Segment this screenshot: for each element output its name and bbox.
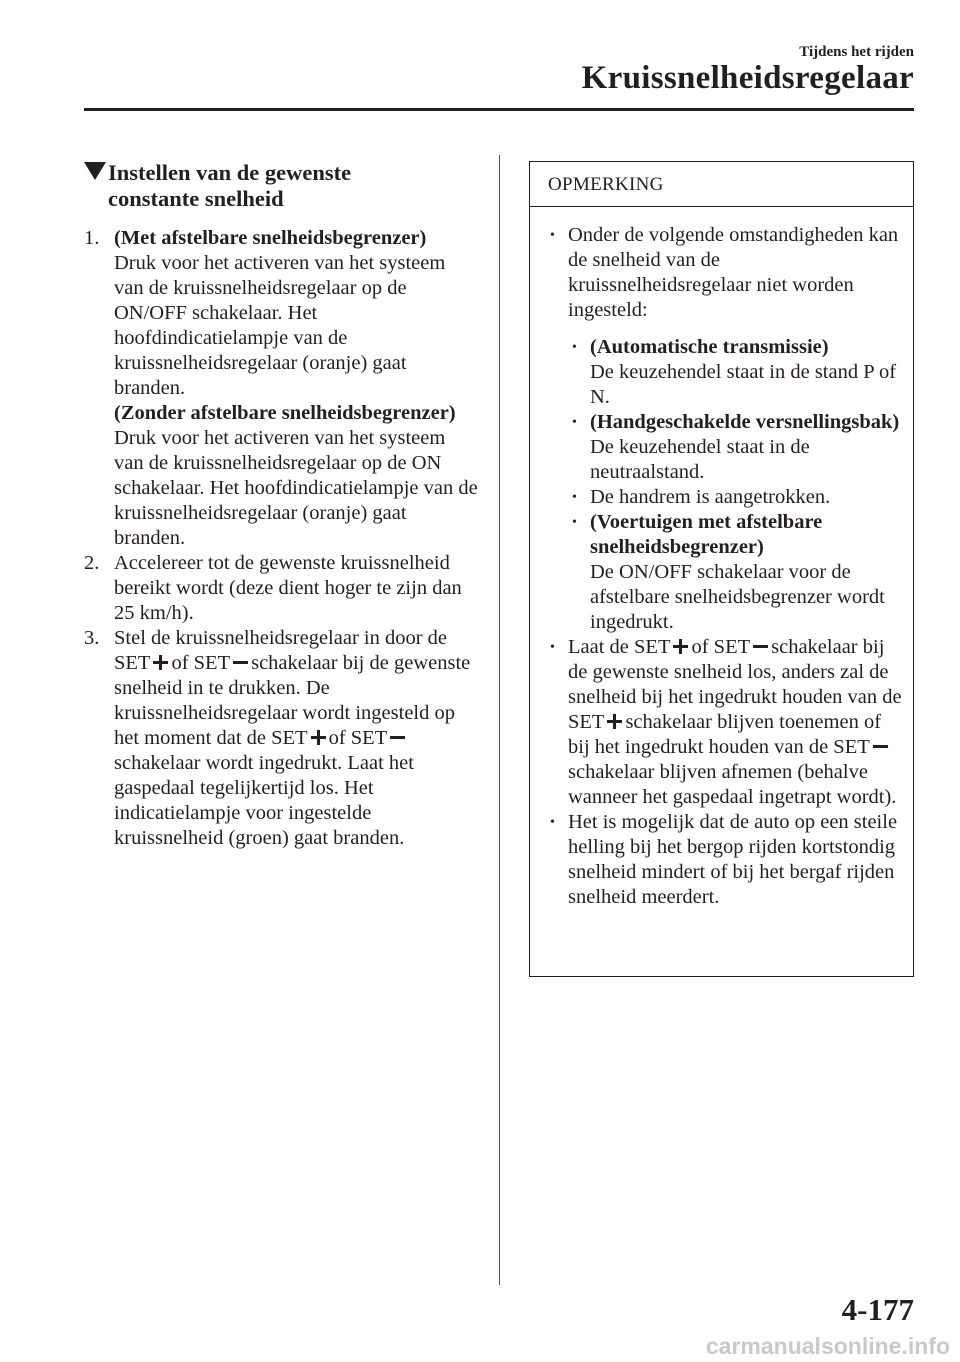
page-number: 4-177 — [841, 1292, 914, 1327]
minus-icon — [753, 639, 768, 654]
column-divider — [499, 155, 500, 1285]
minus-icon — [873, 739, 888, 754]
text-run: of SET — [691, 636, 751, 658]
text-run: Laat de SET — [568, 636, 671, 658]
step-1-condition-b: (Zonder afstelbare snelheidsbegrenzer) — [114, 402, 456, 424]
note-bullet — [544, 223, 903, 323]
plus-icon — [673, 639, 688, 654]
step-1-text-b: Druk voor het activeren van het systeem van de kruissnelheidsregelaar op de ON schakelaar. Het hoofdindicatielampje van de kruissnelheidsregelaar (oranje) gaat branden. — [114, 427, 478, 549]
sub-bullet-text: De ON/OFF schakelaar voor de afstelbare snelheidsbegrenzer wordt ingedrukt. — [590, 561, 885, 633]
note-bullet-text: Het is mogelijk dat de auto op een steile helling bij het bergop rijden kortstondig snelheid mindert of bij het bergaf rijden snelheid meerdert. — [568, 811, 898, 908]
bullet-icon: • — [550, 640, 555, 655]
note-bullet-text: Onder de volgende omstandigheden kan de snelheid van de kruissnelheidsregelaar niet worden ingesteld: — [568, 224, 899, 321]
step-3-text — [114, 626, 479, 851]
text-run: schakelaar bij de gewenste snelheid in te drukken. De kruissnelheidsregelaar wordt ingesteld op het moment dat de SET — [114, 652, 471, 749]
note-bullet — [544, 635, 903, 810]
text-run: schakelaar bij de gewenste snelheid los, anders zal de snelheid bij het ingedrukt houden van de SET — [568, 636, 902, 733]
step-1 — [84, 226, 479, 551]
bullet-icon: • — [572, 515, 577, 530]
sub-bullet-condition: (Automatische transmissie) — [590, 336, 829, 358]
text-run: of SET — [171, 652, 231, 674]
bullet-icon: • — [550, 228, 555, 243]
triangle-marker-icon — [84, 162, 106, 180]
spacer — [544, 323, 903, 335]
section-heading-line2: constante snelheid — [108, 186, 284, 211]
header-section-label: Tijdens het rijden — [799, 44, 914, 60]
text-run: schakelaar blijven afnemen (behalve wanneer het gaspedaal ingetrapt wordt). — [568, 761, 897, 808]
text-run: schakelaar blijven toenemen of bij het ingedrukt houden van de SET — [568, 711, 882, 758]
step-1-text-a: Druk voor het activeren van het systeem van de kruissnelheidsregelaar op de ON/OFF schakelaar. Het hoofdindicatielampje van de kruissnelheidsregelaar (oranje) gaat branden. — [114, 252, 446, 399]
plus-icon — [153, 655, 168, 670]
page-header-title: Kruissnelheidsregelaar — [581, 60, 914, 96]
note-title: OPMERKING — [548, 174, 664, 195]
note-sub-bullet — [544, 335, 903, 410]
text-run: of SET — [328, 727, 388, 749]
note-bullet — [544, 810, 903, 910]
step-1-condition-a: (Met afstelbare snelheidsbegrenzer) — [114, 227, 427, 249]
sub-bullet-condition: (Voertuigen met afstelbare snelheidsbegrenzer) — [590, 511, 823, 558]
minus-icon — [233, 655, 248, 670]
sub-bullet-text: De keuzehendel staat in de stand P of N. — [590, 361, 897, 408]
plus-icon — [607, 714, 622, 729]
bullet-icon: • — [572, 415, 577, 430]
step-2-text: Accelereer tot de gewenste kruissnelheid bereikt wordt (deze dient hoger te zijn dan 25 km/h). — [114, 552, 462, 624]
step-3 — [84, 626, 479, 851]
bullet-icon: • — [572, 490, 577, 505]
note-sub-bullet — [544, 510, 903, 635]
sub-bullet-text: De handrem is aangetrokken. — [590, 486, 831, 508]
bullet-icon: • — [550, 815, 555, 830]
section-heading-line1: Instellen van de gewenste — [108, 160, 352, 185]
note-box — [529, 161, 914, 977]
step-number: 3. — [84, 627, 100, 649]
left-column — [84, 160, 479, 851]
step-number: 1. — [84, 227, 100, 249]
note-bullet-text — [568, 635, 903, 810]
sub-bullet-text: De keuzehendel staat in de neutraalstand. — [590, 436, 810, 483]
step-number: 2. — [84, 552, 100, 574]
section-heading — [84, 160, 479, 212]
bullet-icon: • — [572, 340, 577, 355]
note-body — [530, 207, 913, 910]
header-rule — [84, 108, 914, 111]
note-sub-bullet — [544, 410, 903, 485]
note-sub-bullet — [544, 485, 903, 510]
text-run: Stel de kruissnelheidsregelaar in door de SET — [114, 627, 448, 674]
watermark: carmanualsonline.info — [705, 1333, 950, 1359]
step-2 — [84, 551, 479, 626]
minus-icon — [390, 730, 405, 745]
sub-bullet-condition: (Handgeschakelde versnellingsbak) — [590, 411, 900, 433]
plus-icon — [311, 730, 326, 745]
text-run: schakelaar wordt ingedrukt. Laat het gaspedaal tegelijkertijd los. Het indicatielampje voor ingestelde kruissnelheid (groen) gaat branden. — [114, 752, 414, 849]
